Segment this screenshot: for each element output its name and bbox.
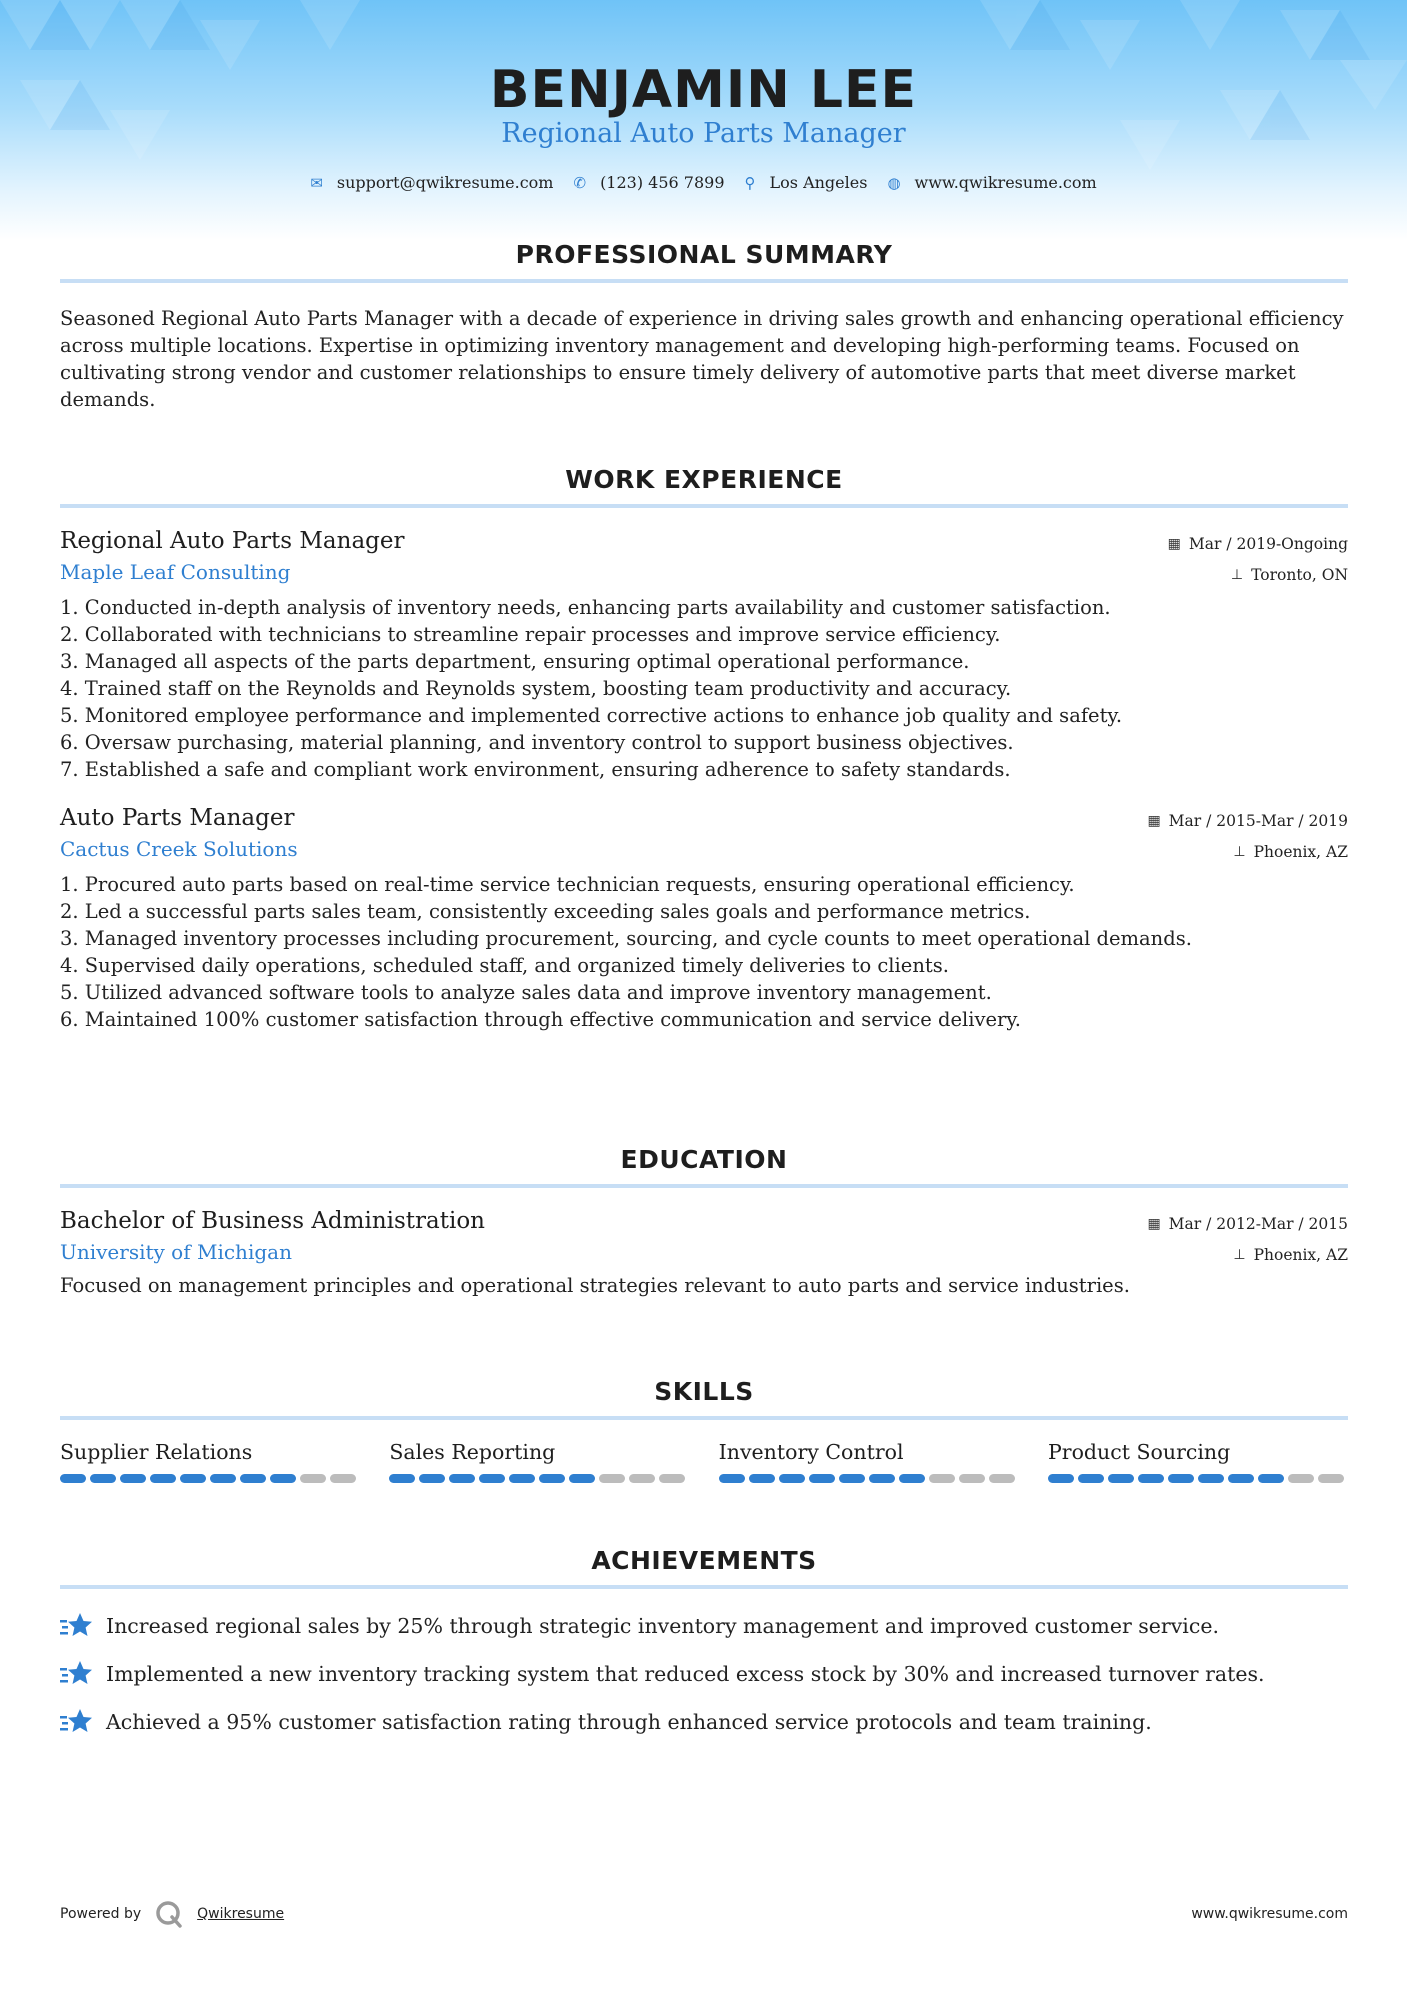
contact-website-text: www.qwikresume.com [914,173,1097,192]
skill-dot [539,1474,565,1483]
skill-dot [1318,1474,1344,1483]
list-item: 2. Led a successful parts sales team, consistently exceeding sales goals and performance metrics. [60,900,1031,923]
section-divider [60,1184,1348,1188]
skill-dot [869,1474,895,1483]
skill-dot [389,1474,415,1483]
contact-website[interactable] [887,173,1096,192]
skill-dot [180,1474,206,1483]
qwikresume-logo-icon [155,1900,183,1928]
skill-name: Inventory Control [718,1440,904,1464]
job-location-text: Toronto, ON [1251,566,1348,584]
section-divider [60,279,1348,283]
footer [60,1900,1348,1928]
skill-dot [1108,1474,1134,1483]
skill-dot [1138,1474,1164,1483]
degree-title: Bachelor of Business Administration [60,1208,485,1234]
list-item: 6. Maintained 100% customer satisfaction through effective communication and service delivery. [60,1008,1021,1031]
skill-dot [599,1474,625,1483]
skill-meter [60,1474,360,1483]
job-dates [1147,812,1348,830]
section-heading: EDUCATION [620,1145,788,1174]
list-item: 4. Supervised daily operations, scheduled staff, and organized timely deliveries to clients. [60,954,949,977]
list-item: 1. Procured auto parts based on real-time service technician requests, ensuring operational efficiency. [60,873,1075,896]
education-description: Focused on management principles and operational strategies relevant to auto parts and service industries. [60,1274,1130,1297]
job-location-text: Phoenix, AZ [1253,843,1348,861]
list-item: 3. Managed inventory processes including procurement, sourcing, and cycle counts to meet operational demands. [60,927,1192,950]
map-pin-icon: ⚲ [744,173,756,192]
job-dates-text: Mar / 2015-Mar / 2019 [1168,812,1348,830]
calendar-icon: ▦ [1167,536,1181,552]
section-heading: ACHIEVEMENTS [591,1546,817,1575]
skill-dot [150,1474,176,1483]
list-item: 2. Collaborated with technicians to streamline repair processes and improve service efficiency. [60,623,1001,646]
education-section [60,1145,1348,1299]
skill-name: Supplier Relations [60,1440,253,1464]
skill-dot [659,1474,685,1483]
skill-dot [419,1474,445,1483]
skills-row [60,1440,1348,1483]
list-item: 7. Established a safe and compliant work environment, ensuring adherence to safety standards. [60,758,1011,781]
skill-dot [749,1474,775,1483]
powered-by-label: Powered by [60,1906,142,1922]
skill-dot [1228,1474,1254,1483]
job-bullets [60,871,1348,1033]
star-icon [60,1707,94,1737]
section-divider [60,504,1348,508]
list-item: 5. Monitored employee performance and implemented corrective actions to enhance job quality and safety. [60,704,1123,727]
calendar-icon: ▦ [1147,813,1161,829]
list-item: 5. Utilized advanced software tools to analyze sales data and improve inventory management. [60,981,992,1004]
section-heading: SKILLS [654,1377,754,1406]
achievement-item [60,1707,1348,1737]
brand-link[interactable]: Qwikresume [197,1906,285,1922]
list-item: 4. Trained staff on the Reynolds and Reynolds system, boosting team productivity and accuracy. [60,677,1012,700]
summary-text: Seasoned Regional Auto Parts Manager with a decade of experience in driving sales growth and enhancing operational efficiency across multiple locations. Expertise in optimizing inventory management and developing high-performing teams. Focused on cultivating strong vendor and customer relationships to ensure timely delivery of automotive parts that meet diverse market demands. [60,307,1344,411]
job-dates [1168,535,1348,553]
job-company: Cactus Creek Solutions [60,837,298,861]
contact-location [745,173,868,192]
job-location [1231,566,1348,584]
skill-item [389,1440,689,1483]
globe-icon: ◍ [887,173,901,192]
contact-email-text: support@qwikresume.com [336,173,554,192]
contact-bar [0,173,1407,192]
skill-dot [569,1474,595,1483]
skill-dot [989,1474,1015,1483]
pushpin-icon: ⊥ [1233,844,1246,860]
star-icon [60,1611,94,1641]
pushpin-icon: ⊥ [1233,1247,1246,1263]
skill-dot [449,1474,475,1483]
education-location-text: Phoenix, AZ [1253,1246,1348,1264]
footer-site-link[interactable]: www.qwikresume.com [1191,1906,1348,1922]
skill-item [1048,1440,1348,1483]
section-heading: WORK EXPERIENCE [565,465,843,494]
contact-email[interactable] [310,173,553,192]
phone-icon: ✆ [573,173,587,192]
list-item: 6. Oversaw purchasing, material planning, and inventory control to support business objectives. [60,731,1014,754]
skill-meter [719,1474,1019,1483]
experience-section [60,465,1348,1033]
skill-dot [270,1474,296,1483]
calendar-icon: ▦ [1147,1216,1161,1232]
skill-item [60,1440,360,1483]
skill-dot [1258,1474,1284,1483]
skill-dot [959,1474,985,1483]
pushpin-icon: ⊥ [1230,567,1244,583]
section-divider [60,1585,1348,1589]
achievement-text: Increased regional sales by 25% through strategic inventory management and improved customer service. [106,1614,1219,1638]
skill-dot [479,1474,505,1483]
skill-dot [1168,1474,1194,1483]
education-dates [1147,1215,1348,1233]
education-dates-text: Mar / 2012-Mar / 2015 [1168,1215,1348,1233]
skill-dot [330,1474,356,1483]
section-heading: PROFESSIONAL SUMMARY [515,240,893,269]
skill-dot [719,1474,745,1483]
achievement-text: Achieved a 95% customer satisfaction rating through enhanced service protocols and team training. [106,1710,1152,1734]
job-title: Regional Auto Parts Manager [60,528,405,554]
skill-dot [120,1474,146,1483]
achievement-text: Implemented a new inventory tracking system that reduced excess stock by 30% and increased turnover rates. [106,1662,1265,1686]
job-title: Auto Parts Manager [60,805,295,831]
skill-dot [839,1474,865,1483]
skill-dot [1198,1474,1224,1483]
skill-dot [1078,1474,1104,1483]
achievement-item [60,1611,1348,1641]
skill-item [719,1440,1019,1483]
list-item: 1. Conducted in-depth analysis of inventory needs, enhancing parts availability and customer satisfaction. [60,596,1111,619]
achievement-item [60,1659,1348,1689]
envelope-icon: ✉ [310,173,323,192]
skill-dot [929,1474,955,1483]
contact-location-text: Los Angeles [769,173,868,192]
skill-dot [809,1474,835,1483]
star-icon [60,1659,94,1689]
skill-name: Sales Reporting [389,1440,556,1464]
job-location [1233,843,1348,861]
job-dates-text: Mar / 2019-Ongoing [1188,535,1348,553]
skill-dot [779,1474,805,1483]
job-entry [60,528,1348,783]
contact-phone-text: (123) 456 7899 [600,173,725,192]
job-entry [60,805,1348,1033]
skill-dot [240,1474,266,1483]
skills-section [60,1377,1348,1483]
candidate-title: Regional Auto Parts Manager [501,118,906,149]
candidate-name: BENJAMIN LEE [489,60,918,120]
skill-dot [509,1474,535,1483]
skill-name: Product Sourcing [1047,1440,1231,1464]
skill-dot [60,1474,86,1483]
achievements-section [60,1546,1348,1755]
powered-by [60,1900,284,1928]
skill-dot [629,1474,655,1483]
education-entry [60,1208,1348,1299]
job-company: Maple Leaf Consulting [60,560,291,584]
section-divider [60,1416,1348,1420]
list-item: 3. Managed all aspects of the parts department, ensuring optimal operational performance. [60,650,970,673]
skill-dot [90,1474,116,1483]
skill-dot [210,1474,236,1483]
school-name: University of Michigan [60,1240,292,1264]
skill-meter [389,1474,689,1483]
education-location [1233,1246,1348,1264]
job-bullets [60,594,1348,783]
contact-phone[interactable] [573,173,724,192]
skill-dot [1048,1474,1074,1483]
summary-section [60,240,1348,413]
skill-dot [300,1474,326,1483]
skill-dot [899,1474,925,1483]
skill-meter [1048,1474,1348,1483]
skill-dot [1288,1474,1314,1483]
